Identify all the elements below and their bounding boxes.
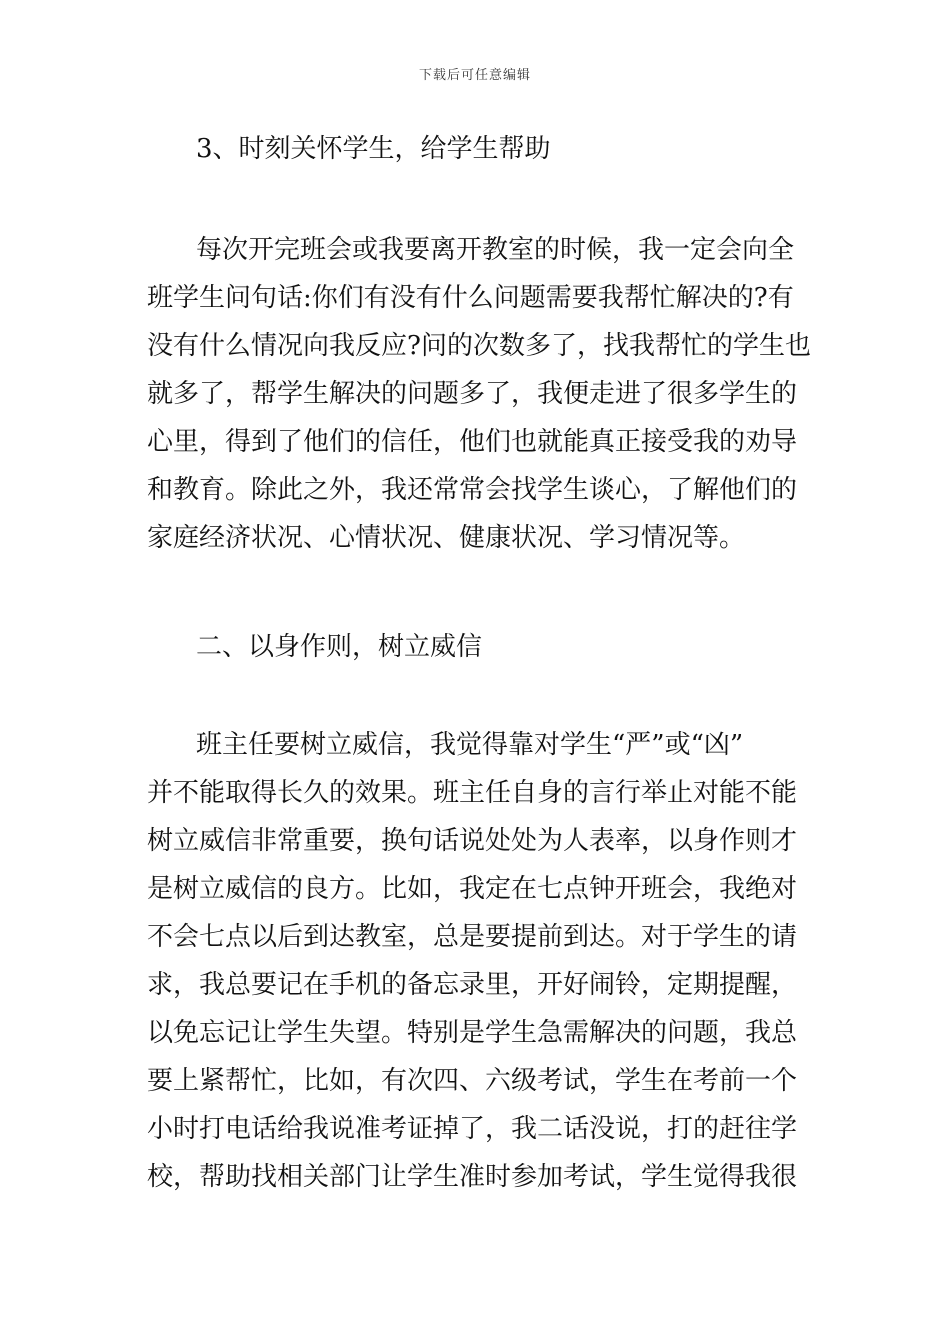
paragraph-line: 并不能取得长久的效果。班主任自身的言行举止对能不能 — [147, 778, 798, 808]
paragraph-line: 班学生问句话:你们有没有什么问题需要我帮忙解决的?有 — [147, 283, 794, 313]
paragraph-line: 每次开完班会或我要离开教室的时候，我一定会向全 — [196, 235, 795, 265]
paragraph-line: 求，我总要记在手机的备忘录里，开好闹铃，定期提醒， — [147, 970, 798, 1000]
paragraph-line: 家庭经济状况、心情状况、健康状况、学习情况等。 — [147, 523, 746, 553]
paragraph-care-students — [147, 226, 811, 562]
paragraph-line: 要上紧帮忙，比如，有次四、六级考试，学生在考前一个 — [147, 1066, 798, 1096]
paragraph-line: 不会七点以后到达教室，总是要提前到达。对于学生的请 — [147, 922, 798, 952]
paragraph-line: 以免忘记让学生失望。特别是学生急需解决的问题，我总 — [147, 1018, 798, 1048]
paragraph-lead-by-example — [147, 721, 807, 1201]
section-heading-3: 3、时刻关怀学生，给学生帮助 — [196, 134, 551, 164]
paragraph-line: 班主任要树立威信，我觉得靠对学生“严”或“凶” — [196, 730, 744, 760]
section-heading-2: 二、以身作则，树立威信 — [196, 632, 483, 662]
paragraph-line: 是树立威信的良方。比如，我定在七点钟开班会，我绝对 — [147, 874, 798, 904]
paragraph-line: 和教育。除此之外，我还常常会找学生谈心，了解他们的 — [147, 475, 798, 505]
paragraph-line: 没有什么情况向我反应?问的次数多了，找我帮忙的学生也 — [147, 331, 811, 361]
paragraph-line: 就多了，帮学生解决的问题多了，我便走进了很多学生的 — [147, 379, 798, 409]
paragraph-line: 校，帮助找相关部门让学生准时参加考试，学生觉得我很 — [147, 1162, 798, 1192]
paragraph-line: 树立威信非常重要，换句话说处处为人表率，以身作则才 — [147, 826, 798, 856]
paragraph-line: 小时打电话给我说准考证掉了，我二话没说，打的赶往学 — [147, 1114, 798, 1144]
page-header: 下载后可任意编辑 — [418, 68, 531, 83]
paragraph-line: 心里，得到了他们的信任，他们也就能真正接受我的劝导 — [147, 427, 798, 457]
